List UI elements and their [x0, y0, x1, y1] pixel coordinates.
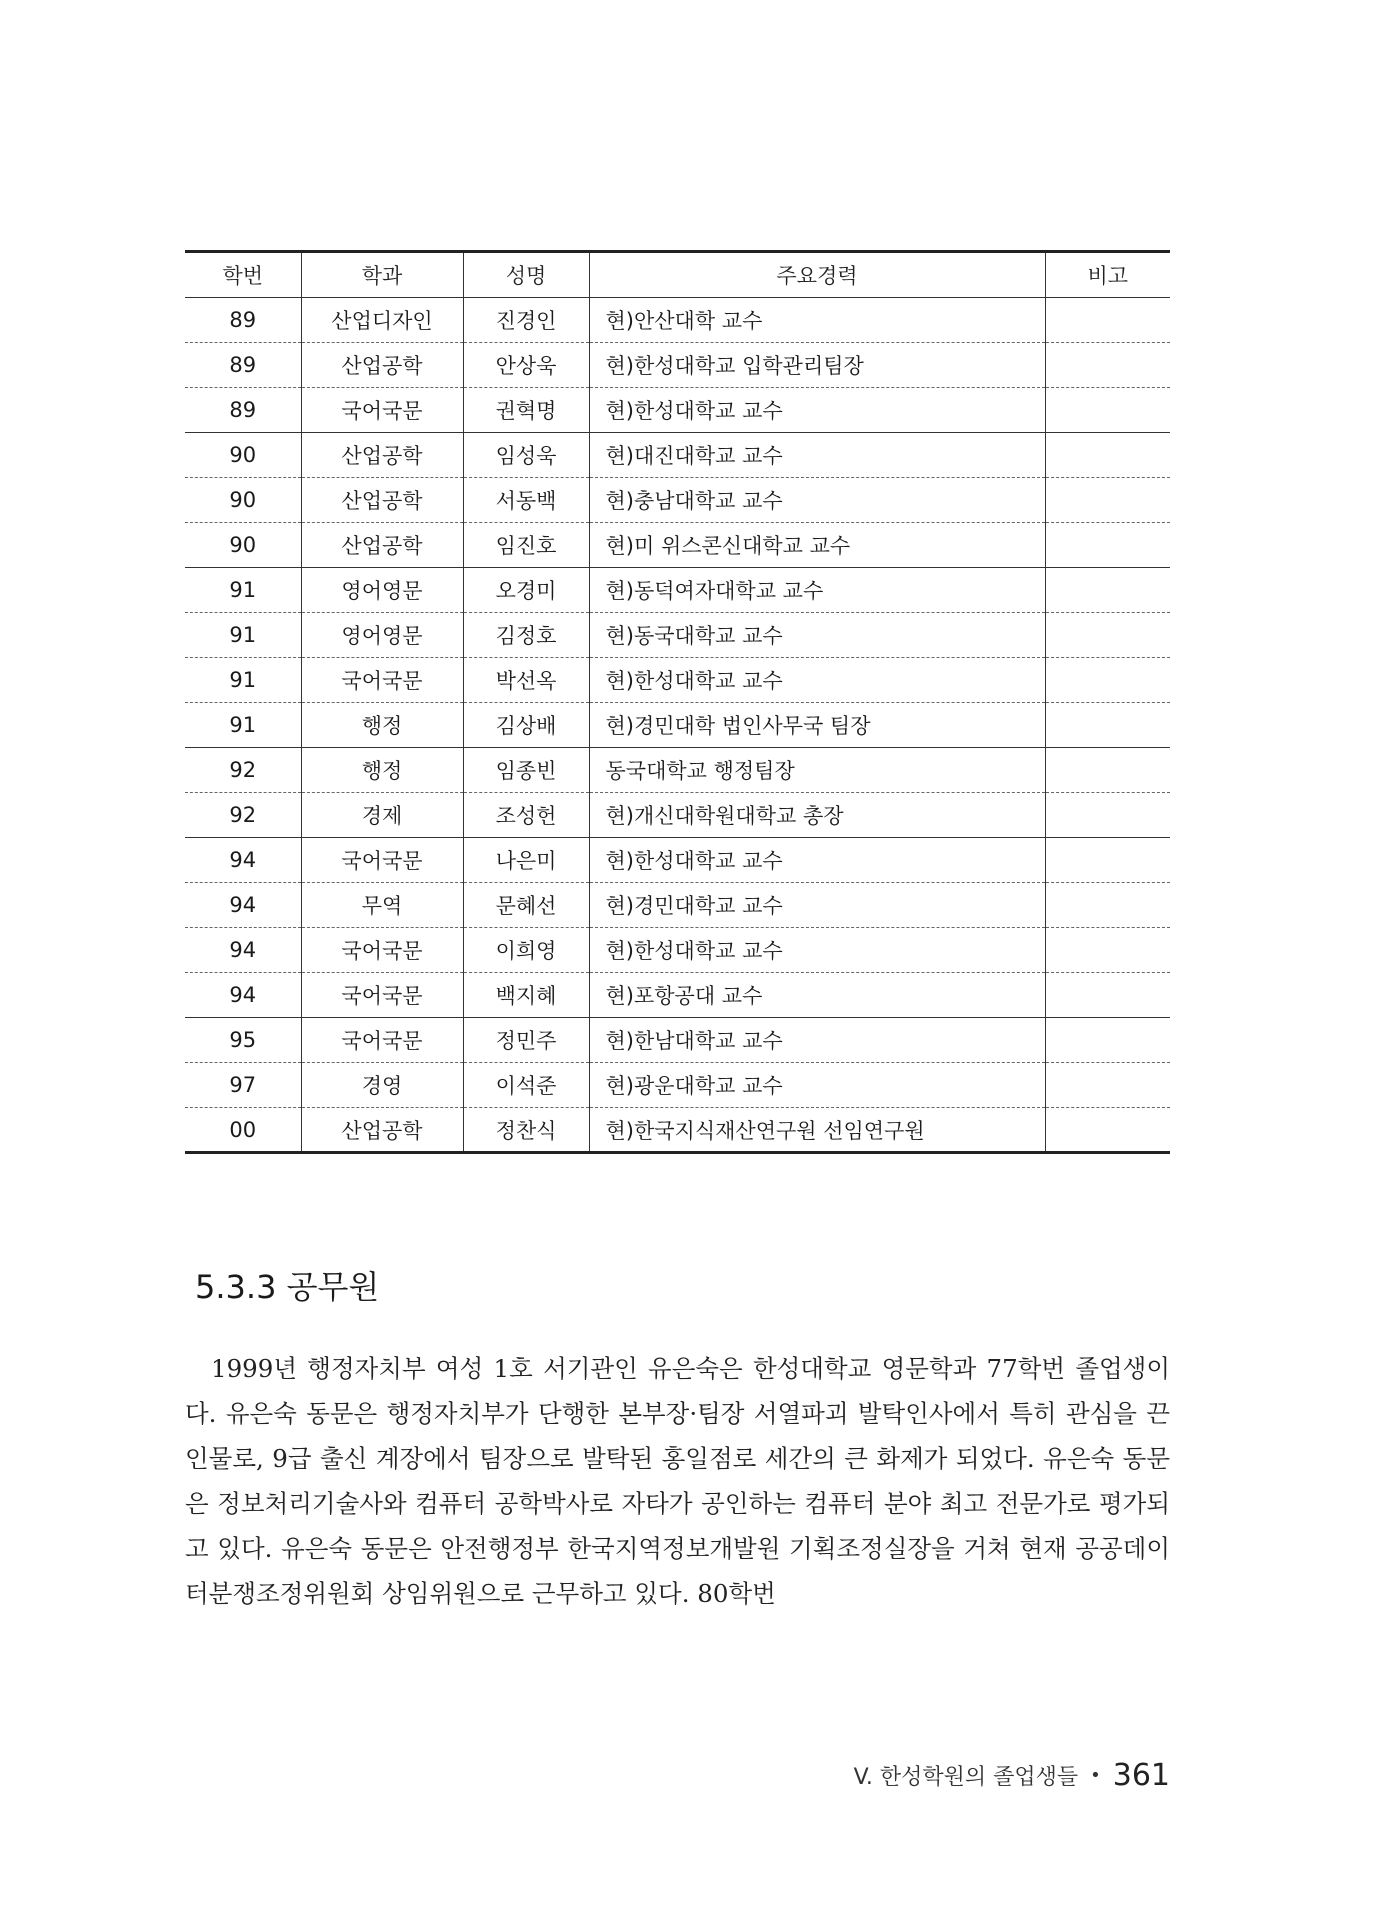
- cell-year: 89: [229, 353, 257, 377]
- cell-career: 현)한성대학교 교수: [589, 928, 1045, 973]
- cell-year: 92: [229, 803, 257, 827]
- cell-year: 92: [229, 758, 257, 782]
- cell-note: [1045, 838, 1170, 883]
- cell-career: 현)안산대학 교수: [589, 298, 1045, 343]
- cell-year: 89: [229, 308, 257, 332]
- cell-career: 현)대진대학교 교수: [589, 433, 1045, 478]
- cell-department: 산업공학: [301, 478, 463, 523]
- cell-department: 산업디자인: [301, 298, 463, 343]
- cell-year: 91: [229, 578, 257, 602]
- cell-name: 문혜선: [463, 883, 589, 928]
- table-row: [185, 523, 1170, 568]
- cell-year: 90: [229, 488, 257, 512]
- cell-year: 91: [229, 623, 257, 647]
- cell-note: [1045, 523, 1170, 568]
- cell-department: 국어국문: [301, 658, 463, 703]
- cell-year: 90: [229, 443, 257, 467]
- cell-department: 산업공학: [301, 1108, 463, 1153]
- table-row: [185, 1108, 1170, 1153]
- cell-year: 91: [229, 668, 257, 692]
- cell-career: 현)포항공대 교수: [589, 973, 1045, 1018]
- table-row: [185, 793, 1170, 838]
- cell-department: 영어영문: [301, 568, 463, 613]
- cell-career: 현)한성대학교 교수: [589, 388, 1045, 433]
- cell-department: 영어영문: [301, 613, 463, 658]
- table-row: [185, 298, 1170, 343]
- cell-name: 백지혜: [463, 973, 589, 1018]
- cell-career: 현)미 위스콘신대학교 교수: [589, 523, 1045, 568]
- cell-note: [1045, 883, 1170, 928]
- cell-note: [1045, 343, 1170, 388]
- cell-note: [1045, 973, 1170, 1018]
- cell-note: [1045, 568, 1170, 613]
- cell-year: 94: [229, 893, 257, 917]
- table-row: [185, 1018, 1170, 1063]
- cell-note: [1045, 433, 1170, 478]
- table-row: [185, 928, 1170, 973]
- cell-year: 95: [229, 1028, 257, 1052]
- cell-department: 경영: [301, 1063, 463, 1108]
- cell-department: 국어국문: [301, 838, 463, 883]
- cell-department: 국어국문: [301, 928, 463, 973]
- cell-name: 서동백: [463, 478, 589, 523]
- cell-note: [1045, 298, 1170, 343]
- cell-note: [1045, 703, 1170, 748]
- cell-year: 94: [229, 938, 257, 962]
- cell-career: 현)광운대학교 교수: [589, 1063, 1045, 1108]
- cell-career: 현)개신대학원대학교 총장: [589, 793, 1045, 838]
- table-row: [185, 838, 1170, 883]
- cell-year: 00: [229, 1117, 257, 1142]
- cell-career: 현)한성대학교 교수: [589, 838, 1045, 883]
- cell-department: 국어국문: [301, 973, 463, 1018]
- table-body: [185, 298, 1170, 1153]
- cell-name: 박선옥: [463, 658, 589, 703]
- table-row: [185, 658, 1170, 703]
- cell-note: [1045, 658, 1170, 703]
- cell-name: 조성헌: [463, 793, 589, 838]
- cell-note: [1045, 748, 1170, 793]
- cell-department: 국어국문: [301, 388, 463, 433]
- header-career: 주요경력: [589, 252, 1045, 298]
- header-year: 학번: [222, 264, 264, 288]
- cell-note: [1045, 1018, 1170, 1063]
- cell-note: [1045, 478, 1170, 523]
- cell-department: 무역: [301, 883, 463, 928]
- table-row: [185, 568, 1170, 613]
- cell-department: 국어국문: [301, 1018, 463, 1063]
- cell-note: [1045, 1108, 1170, 1153]
- cell-note: [1045, 613, 1170, 658]
- body-paragraph: 1999년 행정자치부 여성 1호 서기관인 유은숙은 한성대학교 영문학과 77학번 졸업생이다. 유은숙 동문은 행정자치부가 단행한 본부장·팀장 서열파괴 발탁인사에서 특히 관심을 끈 인물로, 9급 출신 계장에서 팀장으로 발탁된 홍일점로 세간의 큰 화제가 되었다. 유은숙 동문은 정보처리기술사와 컴퓨터 공학박사로 자타가 공인하는 컴퓨터 분야 최고 전문가로 평가되고 있다. 유은숙 동문은 안전행정부 한국지역정보개발원 기획조정실장을 거쳐 현재 공공데이터분쟁조정위원회 상임위원으로 근무하고 있다. 80학번: [185, 1354, 1170, 1608]
- cell-name: 오경미: [463, 568, 589, 613]
- cell-name: 진경인: [463, 298, 589, 343]
- cell-name: 임진호: [463, 523, 589, 568]
- cell-career: 현)한성대학교 입학관리팀장: [589, 343, 1045, 388]
- cell-department: 산업공학: [301, 523, 463, 568]
- cell-year: 94: [229, 983, 257, 1007]
- cell-note: [1045, 793, 1170, 838]
- cell-year: 97: [229, 1073, 257, 1097]
- page-footer: [854, 1758, 1170, 1793]
- cell-name: 이석준: [463, 1063, 589, 1108]
- cell-note: [1045, 1063, 1170, 1108]
- cell-career: 현)동덕여자대학교 교수: [589, 568, 1045, 613]
- cell-career: 동국대학교 행정팀장: [589, 748, 1045, 793]
- cell-name: 김정호: [463, 613, 589, 658]
- cell-career: 현)충남대학교 교수: [589, 478, 1045, 523]
- cell-name: 안상욱: [463, 343, 589, 388]
- cell-department: 경제: [301, 793, 463, 838]
- alumni-table: [185, 250, 1170, 1154]
- cell-name: 임성욱: [463, 433, 589, 478]
- table-row: [185, 343, 1170, 388]
- table-row: [185, 433, 1170, 478]
- bullet-separator: •: [1090, 1765, 1101, 1786]
- cell-note: [1045, 928, 1170, 973]
- cell-career: 현)한남대학교 교수: [589, 1018, 1045, 1063]
- cell-note: [1045, 388, 1170, 433]
- page-number: 361: [1112, 1758, 1170, 1793]
- cell-career: 현)경민대학 법인사무국 팀장: [589, 703, 1045, 748]
- cell-year: 89: [229, 398, 257, 422]
- cell-department: 행정: [301, 703, 463, 748]
- table-row: [185, 883, 1170, 928]
- table-row: [185, 1063, 1170, 1108]
- cell-career: 현)동국대학교 교수: [589, 613, 1045, 658]
- cell-name: 정민주: [463, 1018, 589, 1063]
- cell-year: 91: [229, 713, 257, 737]
- cell-name: 임종빈: [463, 748, 589, 793]
- chapter-title: V. 한성학원의 졸업생들: [853, 1765, 1079, 1790]
- cell-department: 산업공학: [301, 343, 463, 388]
- cell-career: 현)한성대학교 교수: [589, 658, 1045, 703]
- table-header-row: [185, 252, 1170, 298]
- cell-name: 정찬식: [463, 1108, 589, 1153]
- table-row: [185, 388, 1170, 433]
- cell-name: 김상배: [463, 703, 589, 748]
- table-row: [185, 478, 1170, 523]
- cell-department: 산업공학: [301, 433, 463, 478]
- header-name: 성명: [463, 252, 589, 298]
- table-row: [185, 703, 1170, 748]
- cell-department: 행정: [301, 748, 463, 793]
- section-heading: 5.3.3 공무원: [195, 1268, 380, 1306]
- header-note: 비고: [1045, 252, 1170, 298]
- table-row: [185, 973, 1170, 1018]
- cell-year: 90: [229, 533, 257, 557]
- cell-name: 이희영: [463, 928, 589, 973]
- cell-name: 나은미: [463, 838, 589, 883]
- cell-career: 현)경민대학교 교수: [589, 883, 1045, 928]
- cell-year: 94: [229, 848, 257, 872]
- table-row: [185, 748, 1170, 793]
- alumni-table-container: [185, 250, 1170, 1154]
- header-department: 학과: [301, 252, 463, 298]
- cell-career: 현)한국지식재산연구원 선임연구원: [589, 1108, 1045, 1153]
- cell-name: 권혁명: [463, 388, 589, 433]
- table-row: [185, 613, 1170, 658]
